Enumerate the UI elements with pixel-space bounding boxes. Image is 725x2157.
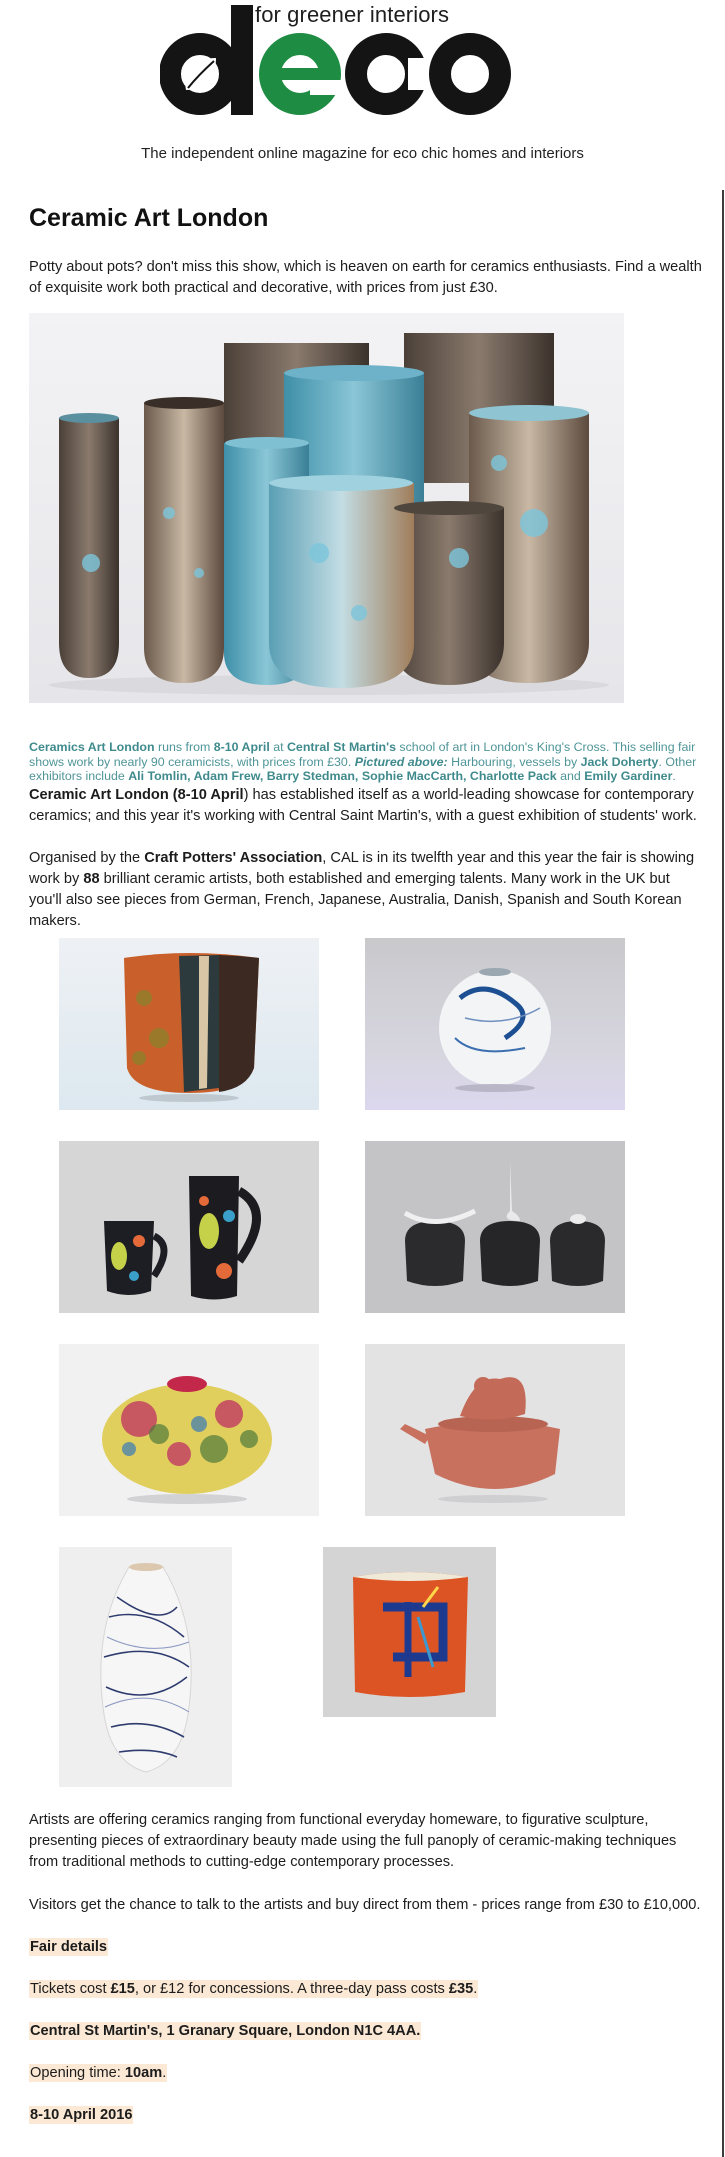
fair-venue-text: Central St Martin's, 1 Granary Square, London N1C 4AA. (30, 2023, 421, 2039)
fair-tickets-text (29, 1980, 478, 1998)
three-day-pass-price: £35 (448, 1981, 474, 1997)
opening-end: . (162, 2065, 167, 2081)
fair-opening-text (29, 2064, 167, 2082)
paragraph-text: ) has established itself as a world-leading showcase for contemporary ceramics; and this year it's working with Central Saint Martin's, with a guest exhibition of students' work. (29, 787, 697, 824)
caption-text: runs from (154, 740, 214, 754)
fair-details-heading-text: Fair details (30, 1939, 108, 1955)
fair-details-heading (29, 1937, 705, 1958)
caption-text: at (269, 740, 287, 754)
gallery-image-black-pots (365, 1141, 625, 1313)
caption-exhibitor: Emily Gardiner (584, 769, 673, 783)
paragraph-text: brilliant ceramic artists, both established and emerging talents. Many work in the UK but you'll also see pieces from German, French, Japanese, Australia, Danish, Spanish and South Korean makers. (29, 871, 682, 929)
caption-text: Harbouring, vessels by (447, 754, 581, 769)
fair-tickets (29, 1979, 705, 2000)
tickets-concession: , or £12 for concessions. A three-day pass costs (134, 1981, 449, 1997)
hero-vessels-image (29, 313, 624, 703)
caption-artist: Jack Doherty (580, 754, 659, 769)
logo-subtitle: for greener interiors (255, 2, 450, 27)
fair-venue (29, 2021, 705, 2042)
opening-label: Opening time: (30, 2065, 125, 2081)
tickets-label: Tickets cost (30, 1981, 111, 1997)
caption-text: . Other exhibitors include (29, 754, 697, 783)
article-title: Ceramic Art London (29, 204, 269, 232)
caption-text: school of art in London's King's Cross. This selling fair shows work by nearly 90 ceramicists, with prices from £30. (29, 740, 696, 769)
caption-text: . (672, 769, 676, 783)
intro-paragraph: Potty about pots? don't miss this show, which is heaven on earth for ceramics enthusiasts. Find a wealth of exquisite work both practical and decorative, with prices from just £30. (29, 259, 702, 296)
organiser-name: Craft Potters' Association (144, 850, 323, 866)
fair-dates-text: 8-10 April 2016 (30, 2107, 133, 2123)
caption-venue: Central St Martin's (286, 740, 396, 754)
paragraph-text: , CAL is in its twelfth year and this year the fair is showing work by (29, 850, 695, 887)
artist-count: 88 (83, 871, 100, 887)
caption-exhibitors: Ali Tomlin, Adam Frew, Barry Stedman, Sophie MacCarth, Charlotte Pack (128, 769, 557, 783)
gallery-image-striped-vase (59, 1547, 232, 1787)
opening-hour: 10am (124, 2065, 163, 2081)
tickets-end: . (473, 1981, 478, 1997)
hero-caption (29, 740, 707, 784)
ticket-price: £15 (110, 1981, 135, 1997)
paragraph-range: Artists are offering ceramics ranging from functional everyday homeware, to figurative sculpture, presenting pieces of extraordinary beauty made using the full panoply of ceramic-making techniques from traditional methods to cutting-edge contemporary processes. (29, 1812, 677, 1870)
paragraph-text: Organised by the (29, 850, 145, 866)
gallery-image-blue-moon-jar (365, 938, 625, 1110)
paragraph-visitors: Visitors get the chance to talk to the artists and buy direct from them - prices range from £30 to £10,000. (29, 1897, 701, 1913)
caption-text: and (556, 769, 585, 783)
gallery-image-orange-square-vessel (323, 1547, 496, 1717)
site-tagline: The independent online magazine for eco chic homes and interiors (141, 145, 584, 162)
paragraph-cal-showcase (29, 785, 705, 827)
paragraph-organisers (29, 848, 705, 932)
gallery-image-orange-vessel (59, 938, 319, 1110)
paragraph-bold-lead: Ceramic Art London (8-10 April (29, 787, 244, 803)
fair-dates (29, 2105, 705, 2126)
caption-show-name: Ceramics Art London (29, 740, 155, 754)
caption-dates: 8-10 April (213, 740, 270, 754)
content-border (722, 190, 724, 2157)
gallery-image-colourful-pot (59, 1344, 319, 1516)
gallery-image-pink-teapot (365, 1344, 625, 1516)
caption-pictured-label: Pictured above: (354, 754, 448, 769)
fair-opening-time (29, 2063, 705, 2084)
gallery-image-painted-jugs (59, 1141, 319, 1313)
